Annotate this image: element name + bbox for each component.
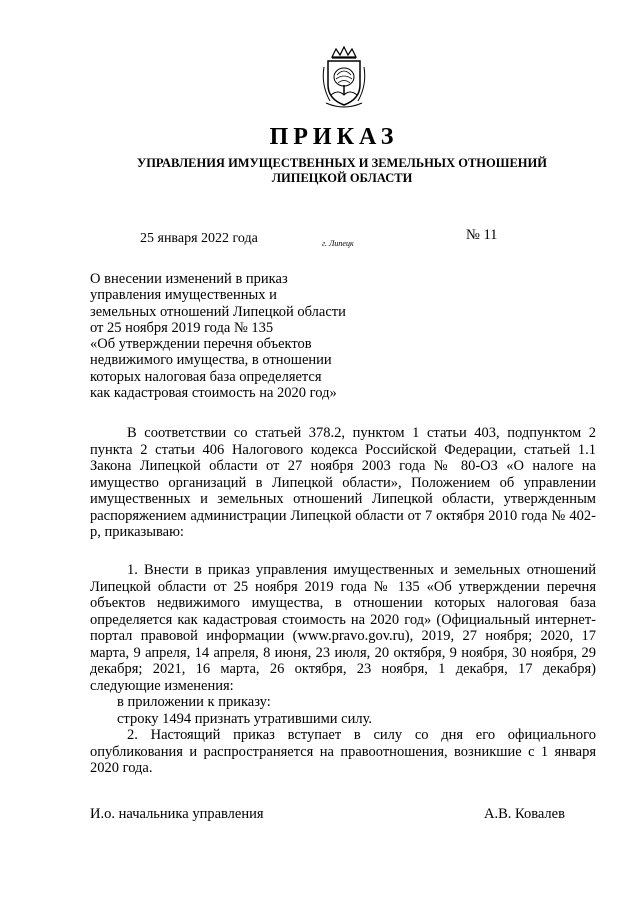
- order-subject: [90, 271, 380, 401]
- item-2-paragraph: 2. Настоящий приказ вступает в силу со дня его официального опубликования и распространяется на правоотношения, возникшие с 1 января 2020 года.: [90, 727, 596, 776]
- signatory-name: А.В. Ковалев: [484, 806, 565, 822]
- lipetsk-coat-of-arms-icon: [318, 45, 370, 109]
- subject-line: О внесении изменений в приказ: [90, 271, 288, 287]
- subject-line: управления имущественных и: [90, 287, 277, 304]
- issuing-authority: [100, 156, 584, 186]
- order-number: № 11: [466, 227, 498, 243]
- order-date: 25 января 2022 года: [140, 231, 258, 246]
- subject-line: как кадастровая стоимость на 2020 год»: [90, 385, 337, 402]
- order-city: г. Липецк: [322, 239, 354, 248]
- authority-line-2: ЛИПЕЦКОЙ ОБЛАСТИ: [271, 171, 413, 185]
- subject-line: недвижимого имущества, в отношении: [90, 352, 332, 369]
- authority-line-1: УПРАВЛЕНИЯ ИМУЩЕСТВЕННЫХ И ЗЕМЕЛЬНЫХ ОТНОШЕНИЙ: [137, 156, 547, 170]
- order-items: [90, 562, 596, 777]
- signatory-position: И.о. начальника управления: [90, 806, 264, 822]
- subject-line: «Об утверждении перечня объектов: [90, 336, 312, 353]
- item-1-subline-2: строку 1494 признать утратившими силу.: [117, 710, 373, 727]
- preamble-paragraph: В соответствии со статьей 378.2, пунктом 1 статьи 403, подпунктом 2 пункта 2 статьи 406 Налогового кодекса Российской Федерации, статьей 1.1 Закона Липецкой области от 27 ноября 2003 года № 80-ОЗ «О налоге на имущество организаций в Липецкой области», Положением об управлении имущественных и земельных отношений Липецкой области, утвержденным распоряжением администрации Липецкой области от 7 октября 2010 года № 402-р, приказываю:: [90, 425, 596, 540]
- subject-line: от 25 ноября 2019 года № 135: [90, 319, 274, 336]
- item-1-paragraph: 1. Внести в приказ управления имущественных и земельных отношений Липецкой области от 25 ноября 2019 года № 135 «Об утверждении перечня объектов недвижимого имущества, в отношении которых налоговая база определяется как кадастровая стоимость на 2020 год» (Официальный интернет-портал правовой информации (www.pravo.gov.ru), 2019, 27 ноября; 2020, 17 марта, 9 апреля, 14 апреля, 8 июня, 23 июля, 20 октября, 9 ноября, 30 ноября, 29 декабря; 2021, 16 марта, 26 октября, 23 ноября, 1 декабря, 17 декабря) следующие изменения:: [90, 562, 596, 694]
- document-title: ПРИКАЗ: [269, 124, 399, 150]
- item-1-subline-1: в приложении к приказу:: [117, 694, 271, 710]
- subject-line: которых налоговая база определяется: [90, 368, 322, 385]
- subject-line: земельных отношений Липецкой области: [90, 303, 346, 320]
